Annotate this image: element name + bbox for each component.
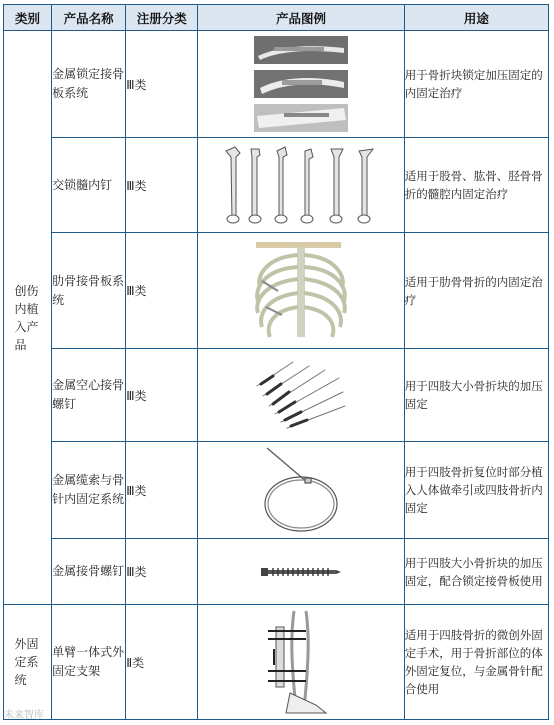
locking-plate-image: [254, 36, 348, 132]
registration-class: Ⅲ类: [126, 233, 198, 349]
product-name: 交锁髓内钉: [52, 138, 126, 233]
product-name: 金属接骨螺钉: [52, 539, 126, 605]
product-usage: 适用于肋骨骨折的内固定治疗: [404, 233, 548, 349]
metal-cable-image: [261, 446, 341, 534]
table-header-row: [4, 5, 549, 31]
table-row: [4, 539, 549, 605]
product-image: [198, 442, 404, 539]
registration-class: Ⅲ类: [126, 138, 198, 233]
table-row: [4, 31, 549, 138]
watermark: 未来智库: [4, 710, 44, 721]
external-fixator-image: [266, 609, 336, 715]
registration-class: Ⅲ类: [126, 539, 198, 605]
registration-class: Ⅲ类: [126, 349, 198, 442]
table-row: [4, 442, 549, 539]
header-registration: 注册分类: [126, 5, 198, 31]
cannulated-screw-image: [253, 358, 349, 432]
product-name: 金属缆索与骨针内固定系统: [52, 442, 126, 539]
header-product-name: 产品名称: [52, 5, 126, 31]
header-category: 类别: [4, 5, 52, 31]
product-image: [198, 605, 404, 720]
product-usage: 用于四肢大小骨折块的加压固定，配合锁定接骨板使用: [404, 539, 548, 605]
bone-screw-image: [261, 565, 341, 579]
product-name: 肋骨接骨板系统: [52, 233, 126, 349]
rib-plate-image: [246, 237, 356, 345]
table-row: [4, 349, 549, 442]
product-usage: 用于四肢骨折复位时部分植入人体做牵引或四肢骨折内固定: [404, 442, 548, 539]
product-image: [198, 31, 404, 138]
category-cell: 创伤内植入产品: [4, 31, 52, 605]
registration-class: Ⅱ类: [126, 605, 198, 720]
product-image: [198, 233, 404, 349]
product-table: [3, 4, 549, 720]
product-usage: 用于骨折块锁定加压固定的内固定治疗: [404, 31, 548, 138]
table-row: [4, 233, 549, 349]
intramedullary-nail-image: [221, 145, 381, 225]
registration-class: Ⅲ类: [126, 442, 198, 539]
product-name: 金属锁定接骨板系统: [52, 31, 126, 138]
product-image: [198, 349, 404, 442]
product-image: [198, 138, 404, 233]
table-row: [4, 605, 549, 720]
product-usage: 适用于股骨、肱骨、胫骨骨折的髓腔内固定治疗: [404, 138, 548, 233]
product-name: 金属空心接骨螺钉: [52, 349, 126, 442]
header-product-image: 产品图例: [198, 5, 404, 31]
product-image: [198, 539, 404, 605]
category-cell: 外固定系统: [4, 605, 52, 720]
product-usage: 适用于四肢骨折的微创外固定手术，用于骨折部位的体外固定复位，与金属骨针配合使用: [404, 605, 548, 720]
header-usage: 用途: [404, 5, 548, 31]
product-usage: 用于四肢大小骨折块的加压固定: [404, 349, 548, 442]
table-row: [4, 138, 549, 233]
registration-class: Ⅲ类: [126, 31, 198, 138]
product-name: 单臂一体式外固定支架: [52, 605, 126, 720]
